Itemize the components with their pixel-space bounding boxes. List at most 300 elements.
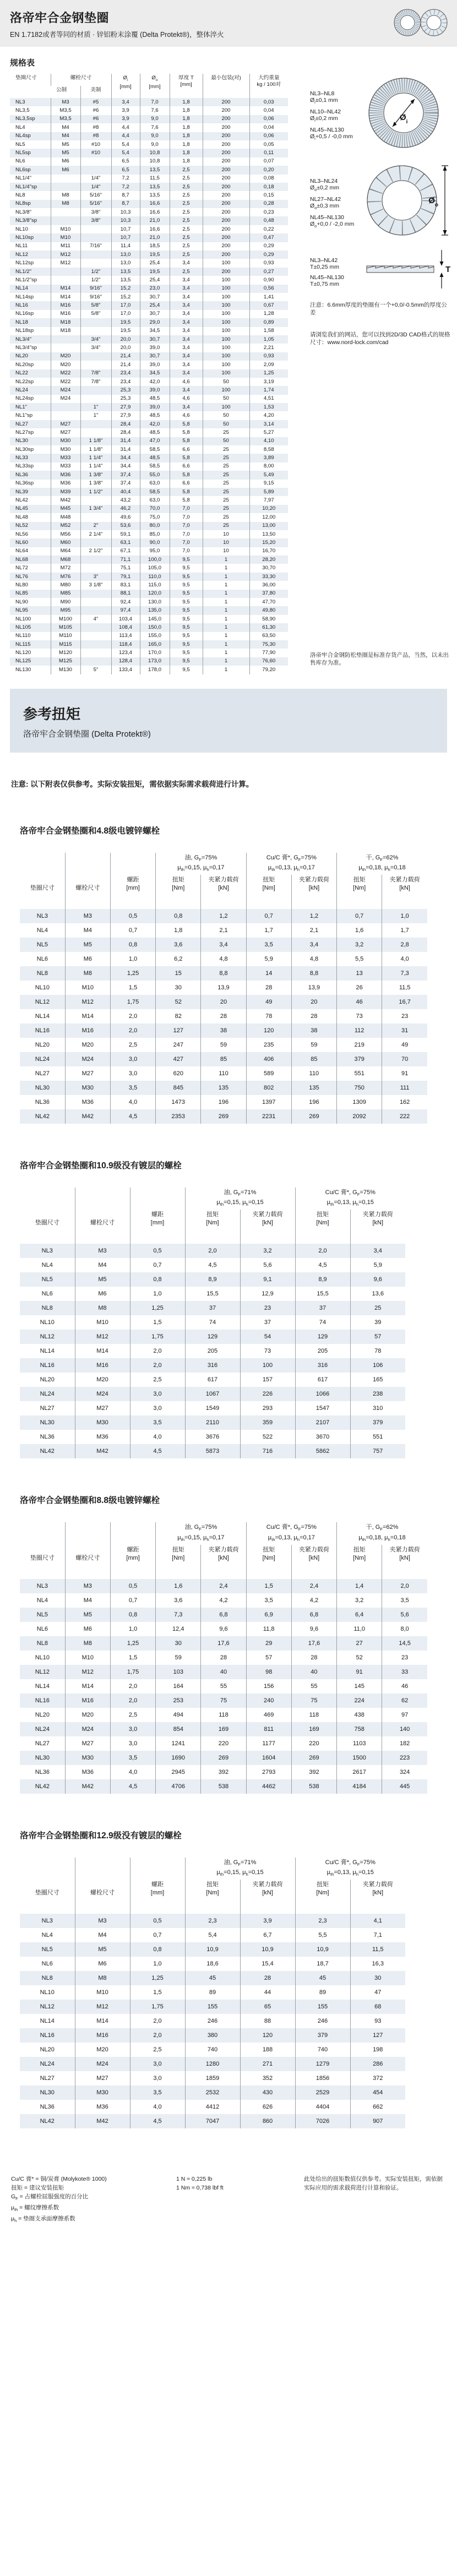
- cell: 3,4: [170, 335, 203, 344]
- cell: 0,07: [249, 157, 288, 166]
- cell: M100: [51, 615, 80, 623]
- cell: 7,0: [170, 547, 203, 555]
- table-row: [10, 598, 288, 606]
- cell: 1,0: [110, 1622, 155, 1636]
- table-row: [10, 157, 288, 166]
- cell: 2,5: [170, 183, 203, 191]
- table-row: [20, 1109, 427, 1124]
- cell: M16: [75, 2028, 130, 2043]
- cell: 522: [240, 1430, 295, 1444]
- cell: NL10sp: [15, 234, 34, 241]
- cell: 9,1: [240, 1272, 295, 1287]
- tolerance-value: $Ø_i\pm 0,1$ mm: [310, 96, 338, 105]
- cell: 130,0: [140, 598, 170, 606]
- table-row: [10, 175, 288, 183]
- table-row: [20, 1636, 427, 1651]
- cell: NL8sp: [15, 200, 31, 207]
- cell: 200: [203, 149, 249, 157]
- cell: [80, 538, 111, 547]
- cell: #8: [80, 132, 111, 140]
- cell: 7,0: [170, 513, 203, 521]
- cell: 25: [203, 522, 249, 530]
- cell: 48,5: [140, 428, 170, 437]
- table-row: [20, 2057, 405, 2071]
- cell: [51, 276, 80, 284]
- cell: 15,2: [111, 293, 140, 301]
- cell: NL24: [15, 386, 28, 393]
- cell: NL42: [35, 1783, 50, 1790]
- cell: 85: [201, 1052, 246, 1066]
- cell: M16: [51, 310, 80, 318]
- column-header: 垫圈尺寸: [30, 1554, 55, 1561]
- cell: 19,5: [140, 268, 170, 276]
- cell: 178,0: [140, 666, 170, 674]
- cell: 0,8: [110, 1608, 155, 1622]
- table-row: [20, 1665, 427, 1679]
- cell: 155: [295, 2000, 350, 2014]
- cell: 1500: [337, 1751, 382, 1765]
- cell: 11,0: [337, 1622, 382, 1636]
- cell: 40: [291, 1665, 336, 1679]
- cell: 156: [246, 1679, 291, 1693]
- table-row: [10, 395, 288, 403]
- cell: 1,25: [110, 1636, 155, 1651]
- definition-line: 扭矩 = 建议安装扭矩: [11, 2185, 64, 2192]
- torque-table-10-9-section: [20, 1159, 447, 1458]
- cell: 108,4: [111, 623, 140, 631]
- cell: 445: [382, 1779, 427, 1794]
- cell: 11,5: [382, 981, 427, 995]
- cell: 3": [80, 573, 111, 581]
- abbreviation-definitions: [11, 2175, 176, 2225]
- cell: M4: [51, 123, 80, 132]
- cell: M10: [51, 233, 80, 242]
- cell: 1: [203, 598, 249, 606]
- cell: M33: [51, 454, 80, 462]
- cell: 3,9: [111, 115, 140, 123]
- cell: 19,5: [111, 327, 140, 335]
- cell: [80, 657, 111, 666]
- cell: 127: [156, 1023, 201, 1038]
- cell: 182: [382, 1736, 427, 1751]
- cell: 11,8: [246, 1622, 291, 1636]
- cell: 0,5: [130, 1244, 185, 1258]
- table-row: [20, 1579, 427, 1593]
- cell: 2,0: [110, 1009, 155, 1023]
- table-row: [20, 1373, 405, 1387]
- column-header: 扭矩 [Nm]: [337, 875, 382, 909]
- cell: 91: [382, 1066, 427, 1081]
- cell: NL20: [40, 2046, 55, 2054]
- cell: 75,0: [140, 513, 170, 521]
- cell: 310: [350, 1401, 405, 1415]
- cell: 28: [291, 1651, 336, 1665]
- page-title: 洛帝牢合金钢垫圈: [10, 11, 110, 25]
- cell: 740: [185, 2043, 240, 2057]
- cell: 6,6: [170, 462, 203, 471]
- table-row: [10, 259, 288, 267]
- cell: 135: [291, 1081, 336, 1095]
- cell: 3,6: [156, 938, 201, 952]
- cell: 7/8": [80, 378, 111, 386]
- cell: 1,75: [110, 995, 155, 1009]
- cell: 52: [156, 995, 201, 1009]
- cell: 5,8: [170, 488, 203, 496]
- cell: 16,6: [140, 200, 170, 208]
- cell: 3,5: [130, 2085, 185, 2100]
- cell: 3,0: [110, 1066, 155, 1081]
- cell: M6: [51, 157, 80, 166]
- cell: 9,5: [170, 573, 203, 581]
- cell: NL4: [41, 1932, 53, 1939]
- cell: NL12sp: [15, 260, 34, 266]
- column-header: 夹紧力载荷 [kN]: [350, 1210, 405, 1244]
- torque-table-12-9: [20, 1858, 405, 2128]
- lubrication-group-header: Cu/C 膏*, $G_F=75\%$ $\mu_{th}=0,13$, $\mu_h=0,15$: [295, 1858, 405, 1880]
- cell: 2,0: [130, 2014, 185, 2028]
- cell: 1: [203, 623, 249, 631]
- cell: M3: [65, 909, 110, 923]
- cell: NL30: [40, 1419, 55, 1426]
- cell: 4,0: [110, 1765, 155, 1779]
- cell: 2,8: [382, 938, 427, 952]
- size-range: NL10–NL42: [310, 108, 341, 115]
- cell: 13,6: [350, 1287, 405, 1301]
- cell: 1,7: [382, 923, 427, 938]
- cell: 9,6: [201, 1622, 246, 1636]
- cell: NL36: [15, 471, 28, 478]
- cell: 31: [382, 1023, 427, 1038]
- cell: 538: [201, 1779, 246, 1794]
- cell: 2 1/2": [80, 547, 111, 555]
- cell: M4: [75, 1928, 130, 1942]
- cell: 9,0: [140, 140, 170, 149]
- cell: NL5: [15, 141, 25, 148]
- cell: NL36: [40, 1434, 55, 1441]
- table-row: [20, 2100, 405, 2114]
- cell: 80,0: [140, 522, 170, 530]
- cell: 5/8": [80, 301, 111, 309]
- cell: 95,0: [140, 547, 170, 555]
- cell: 73: [240, 1344, 295, 1358]
- table-row: [10, 132, 288, 140]
- table-row: [20, 2043, 405, 2057]
- cell: M42: [51, 496, 80, 504]
- cell: 118: [291, 1708, 336, 1722]
- cell: 13,50: [249, 530, 288, 538]
- torque-table-4-8-section: [20, 824, 447, 1124]
- table-row: [10, 115, 288, 123]
- cell: NL18: [15, 319, 28, 325]
- torque-table-8-8-section: [20, 1494, 447, 1793]
- spec-table: [10, 74, 288, 674]
- column-header: 扭矩 [Nm]: [246, 1545, 291, 1579]
- cell: 169: [201, 1722, 246, 1736]
- cell: 93: [350, 2014, 405, 2028]
- cell: 200: [203, 191, 249, 199]
- cell: 13,5: [140, 166, 170, 174]
- tolerance-value: T±0,75 mm: [310, 280, 340, 287]
- cell: NL3: [36, 1582, 48, 1589]
- cell: [80, 386, 111, 394]
- cell: 133,4: [111, 666, 140, 674]
- table-row: [20, 981, 427, 995]
- cell: 25,4: [140, 301, 170, 309]
- cell: 1: [203, 606, 249, 614]
- cell: 7026: [295, 2114, 350, 2128]
- cell: 91: [337, 1665, 382, 1679]
- cell: 9,6: [291, 1622, 336, 1636]
- table-row: [20, 1330, 405, 1344]
- cell: 106: [350, 1358, 405, 1373]
- cell: M6: [75, 1957, 130, 1971]
- cell: 5,4: [185, 1928, 240, 1942]
- cell: 0,7: [337, 909, 382, 923]
- cell: 1,5: [110, 981, 155, 995]
- washer-top-view-icon: [362, 74, 445, 154]
- definition-line: $G_F$ = 占螺栓屈服强度的百分比: [11, 2193, 89, 2202]
- cell: 74: [185, 1315, 240, 1330]
- cell: 2529: [295, 2085, 350, 2100]
- cell: [80, 606, 111, 614]
- cell: NL6: [41, 1290, 53, 1298]
- cell: 1 3/8": [80, 471, 111, 479]
- cell: 200: [203, 115, 249, 123]
- cell: 9,0: [140, 115, 170, 123]
- cell: 5,8: [170, 420, 203, 428]
- cell: 2617: [337, 1765, 382, 1779]
- cell: NL1/4": [15, 175, 32, 182]
- cell: 271: [240, 2057, 295, 2071]
- cell: M3: [75, 1914, 130, 1928]
- table-row: [20, 1415, 405, 1430]
- cell: 79,1: [111, 573, 140, 581]
- cell: 907: [350, 2114, 405, 2128]
- cell: 38: [201, 1023, 246, 1038]
- cell: 0,18: [249, 183, 288, 191]
- cell: 8,7: [111, 200, 140, 208]
- cell: M12: [65, 995, 110, 1009]
- cell: 44: [240, 1985, 295, 2000]
- cell: 0,5: [130, 1914, 185, 1928]
- cell: 10: [203, 538, 249, 547]
- cell: 220: [291, 1736, 336, 1751]
- cell: 9,5: [170, 555, 203, 564]
- conversion-line: 1 Nm ≈ 0,738 lbf ft: [176, 2185, 224, 2192]
- lubrication-group-header: 油, $G_F=75\%$ $\mu_{th}=0,15$, $\mu_h=0,17$: [156, 853, 246, 875]
- table-row: [10, 488, 288, 496]
- cell: 50: [203, 378, 249, 386]
- cell: 3,2: [337, 938, 382, 952]
- cell: 1,6: [337, 923, 382, 938]
- cell: M3: [75, 1244, 130, 1258]
- cell: M12: [75, 1330, 130, 1344]
- cell: 20: [201, 995, 246, 1009]
- cell: 9,5: [170, 606, 203, 614]
- cell: M3: [65, 1579, 110, 1593]
- table-row: [20, 1066, 427, 1081]
- cell: 13: [337, 966, 382, 981]
- table-row: [20, 1593, 427, 1608]
- cell: NL27: [35, 1740, 50, 1747]
- cell: 2532: [185, 2085, 240, 2100]
- cell: 115,0: [140, 581, 170, 589]
- cell: 246: [185, 2014, 240, 2028]
- cell: 3 1/8": [80, 581, 111, 589]
- table-row: [20, 2028, 405, 2043]
- column-header: 夹紧力载荷 [kN]: [350, 1880, 405, 1914]
- cell: 802: [246, 1081, 291, 1095]
- cell: M36: [51, 480, 80, 488]
- cell: M24: [65, 1722, 110, 1736]
- cell: 9,5: [170, 657, 203, 666]
- cell: 39,0: [140, 361, 170, 369]
- table-row: [20, 2000, 405, 2014]
- cell: 16,3: [350, 1957, 405, 1971]
- cell: 21,4: [111, 352, 140, 361]
- cell: 3,4: [350, 1244, 405, 1258]
- cell: 10,9: [185, 1942, 240, 1957]
- cell: 1,41: [249, 293, 288, 301]
- cell: 2353: [156, 1109, 201, 1124]
- cell: 3,4: [170, 310, 203, 318]
- cell: 454: [350, 2085, 405, 2100]
- cell: 854: [156, 1722, 201, 1736]
- cell: 1: [203, 657, 249, 666]
- cell: M115: [51, 640, 80, 649]
- cell: 4412: [185, 2100, 240, 2114]
- cell: 155: [185, 2000, 240, 2014]
- cell: 4,0: [382, 952, 427, 966]
- cell: NL115: [15, 641, 31, 647]
- column-header: 垫圈尺寸: [35, 1219, 59, 1227]
- cell: NL3/8"sp: [15, 217, 37, 224]
- cell: 2,1: [201, 923, 246, 938]
- cell: M60: [51, 538, 80, 547]
- cell: 1177: [246, 1736, 291, 1751]
- cell: 70: [382, 1052, 427, 1066]
- cell: M16: [65, 1023, 110, 1038]
- cell: 4,5: [110, 1779, 155, 1794]
- cell: 28: [240, 1971, 295, 1985]
- cell: 10,8: [140, 149, 170, 157]
- cell: 82: [156, 1009, 201, 1023]
- cell: 111: [382, 1081, 427, 1095]
- cell: 25: [203, 513, 249, 521]
- cell: NL16: [35, 1027, 50, 1034]
- cell: 7,6: [140, 106, 170, 115]
- definition-line: $\mu_h$ = 垫圈支承面摩擦系数: [11, 2215, 75, 2224]
- cell: 589: [246, 1066, 291, 1081]
- cell: 4,0: [110, 1095, 155, 1109]
- table-row: [20, 1722, 427, 1736]
- table-row: [10, 632, 288, 640]
- cell: 9,5: [170, 640, 203, 649]
- cell: [80, 428, 111, 437]
- cell: 1,58: [249, 327, 288, 335]
- cell: 1: [203, 640, 249, 649]
- cell: 1": [80, 403, 111, 411]
- cell: 162: [382, 1095, 427, 1109]
- cell: NL85: [15, 590, 28, 597]
- column-header: 夹紧力载荷 [kN]: [240, 1210, 295, 1244]
- cell: M10: [51, 225, 80, 233]
- cell: 9,5: [170, 632, 203, 640]
- cell: M27: [51, 428, 80, 437]
- cell: 100: [203, 386, 249, 394]
- cell: 48,5: [140, 411, 170, 420]
- cell: 13,9: [291, 981, 336, 995]
- cell: M16: [75, 1358, 130, 1373]
- cell: NL20: [35, 1041, 50, 1048]
- cell: 8,58: [249, 445, 288, 454]
- cell: 3676: [185, 1430, 240, 1444]
- table-row: [10, 411, 288, 420]
- column-header: 扭矩 [Nm]: [295, 1880, 350, 1914]
- cell: 48,5: [140, 395, 170, 403]
- cell: NL8: [36, 1640, 48, 1647]
- cell: 6,2: [156, 952, 201, 966]
- cell: 0,7: [130, 1928, 185, 1942]
- cell: 2945: [156, 1765, 201, 1779]
- cell: NL3: [41, 1918, 53, 1925]
- cell: 135: [201, 1081, 246, 1095]
- cell: [51, 216, 80, 225]
- torque-table-title: 洛帝牢合金钢垫圈和4.8级电镀锌螺栓: [20, 826, 160, 836]
- table-row: [20, 1985, 405, 2000]
- table-row: [20, 2071, 405, 2085]
- cell: 76,60: [249, 657, 288, 666]
- cell: NL14: [35, 1012, 50, 1020]
- column-header: 螺距 [mm]: [110, 1545, 155, 1579]
- cell: M24: [75, 1387, 130, 1401]
- table-row: [20, 995, 427, 1009]
- cell: NL16: [40, 2032, 55, 2039]
- cell: 0,5: [110, 909, 155, 923]
- washer-bottom-view-icon: [362, 161, 450, 241]
- cell: NL36: [40, 2104, 55, 2111]
- cell: 811: [246, 1722, 291, 1736]
- cell: 37: [295, 1301, 350, 1315]
- cell: 0,06: [249, 132, 288, 140]
- cell: M120: [51, 649, 80, 657]
- lubrication-group-header: 干, $G_F=62\%$ $\mu_{th}=0,18$, $\mu_h=0,18$: [337, 1522, 427, 1544]
- cell: M64: [51, 547, 80, 555]
- cell: NL4: [41, 1262, 53, 1269]
- cell: NL6sp: [15, 166, 31, 173]
- cell: 1,4: [337, 1579, 382, 1593]
- column-header: 大约重量 kg / 100对: [249, 74, 288, 98]
- cell: 17,6: [201, 1636, 246, 1651]
- table-row: [10, 530, 288, 538]
- cell: 0,22: [249, 225, 288, 233]
- cell: [51, 411, 80, 420]
- cell: 155,0: [140, 632, 170, 640]
- cell: 469: [246, 1708, 291, 1722]
- cell: 4,6: [170, 378, 203, 386]
- cell: 4184: [337, 1779, 382, 1794]
- cell: 25: [203, 445, 249, 454]
- cell: 103,4: [111, 615, 140, 623]
- table-row: [10, 480, 288, 488]
- cell: 10,3: [111, 216, 140, 225]
- cell: NL68: [15, 556, 28, 563]
- inner-diameter-tolerances: [310, 86, 362, 141]
- cell: 23,0: [140, 285, 170, 293]
- cell: 20: [291, 995, 336, 1009]
- cell: 269: [291, 1109, 336, 1124]
- table-row: [10, 522, 288, 530]
